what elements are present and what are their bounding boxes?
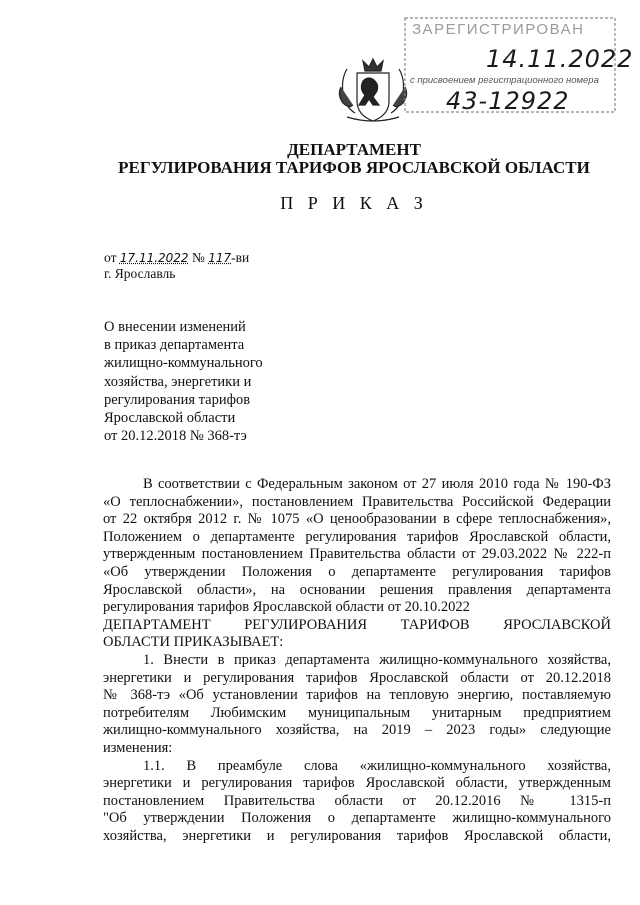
body-line: жилищно-коммунального хозяйства, на 2019 – 2023 годы» следующие: [103, 722, 611, 739]
order-city: г. Ярославль: [104, 266, 176, 281]
body-line: энергетики и регулирования тарифов Ярославской области, утвержденным: [103, 775, 611, 792]
order-date-number: [104, 250, 249, 266]
subject-line: хозяйства, энергетики и: [104, 373, 252, 390]
body-line: Положением о департаменте регулирования тарифов Ярославской области,: [103, 528, 611, 545]
subject-line: регулирования тарифов: [104, 391, 251, 408]
body-line: ДЕПАРТАМЕНТ РЕГУЛИРОВАНИЯ ТАРИФОВ ЯРОСЛАВСКОЙ: [103, 616, 611, 633]
subject-line: от 20.12.2018 № 368-тэ: [104, 428, 247, 445]
body-line: утвержденным постановлением Правительства области от 29.03.2022 № 222-п: [103, 546, 611, 563]
subject-line: жилищно-коммунального: [104, 355, 263, 372]
subject-line: в приказ департамента: [104, 337, 245, 354]
order-body: [103, 476, 611, 845]
body-line: 1. Внести в приказ департамента жилищно-коммунального хозяйства,: [143, 651, 611, 668]
order-suffix: -ви: [231, 250, 250, 265]
stamp-date: 14.11.2022: [486, 45, 634, 73]
body-line: постановлением Правительства области от 20.12.2016 № 1315-п: [103, 792, 611, 809]
number-label: №: [191, 250, 205, 265]
body-line: В соответствии с Федеральным законом от 27 июля 2010 года № 190-ФЗ: [143, 476, 611, 492]
coat-of-arms-emblem: [333, 57, 413, 125]
registration-stamp: [404, 17, 634, 115]
department-title-line1: ДЕПАРТАМЕНТ: [287, 140, 421, 159]
department-title-line2: РЕГУЛИРОВАНИЯ ТАРИФОВ ЯРОСЛАВСКОЙ ОБЛАСТИ: [118, 158, 590, 177]
body-line: «О теплоснабжении», постановлением Правительства Российской Федерации: [103, 493, 611, 510]
body-line: 1.1. В преамбуле слова «жилищно-коммунального хозяйства,: [143, 757, 611, 774]
stamp-header: ЗАРЕГИСТРИРОВАН: [412, 21, 585, 38]
order-date: 17.11.2022: [119, 251, 189, 265]
body-line: "Об утверждении Положения о департаменте жилищно-коммунального: [103, 810, 611, 827]
subject-line: О внесении изменений: [104, 319, 246, 335]
body-line: ОБЛАСТИ ПРИКАЗЫВАЕТ:: [103, 634, 284, 651]
subject-line: Ярославской области: [104, 410, 236, 427]
body-line: от 22 октября 2012 г. № 1075 «О ценообразовании в сфере теплоснабжения»,: [103, 511, 611, 528]
body-line: потребителям Любимским муниципальным унитарным предприятием: [103, 704, 611, 721]
document-type-title: П Р И К А З: [280, 193, 428, 213]
body-line: регулирования тарифов Ярославской области от 20.10.2022: [103, 599, 470, 616]
stamp-number: 43-12922: [446, 87, 570, 115]
body-line: № 368-тэ «Об установлении тарифов на тепловую энергию, поставляемую: [103, 687, 611, 704]
body-line: изменения:: [103, 739, 173, 756]
order-subject: [104, 318, 334, 445]
stamp-note: с присвоением регистрационного номера: [410, 75, 599, 86]
body-line: «Об утверждении Положения о департаменте регулирования тарифов: [103, 563, 611, 580]
order-number: 117: [208, 251, 232, 265]
body-line: Ярославской области», на основании решения правления департамента: [103, 581, 611, 598]
body-line: энергетики и регулирования тарифов Ярославской области от 20.12.2018: [103, 669, 611, 686]
from-label: от: [104, 250, 117, 265]
body-line: хозяйства, энергетики и регулирования тарифов Ярославской области,: [103, 827, 611, 844]
